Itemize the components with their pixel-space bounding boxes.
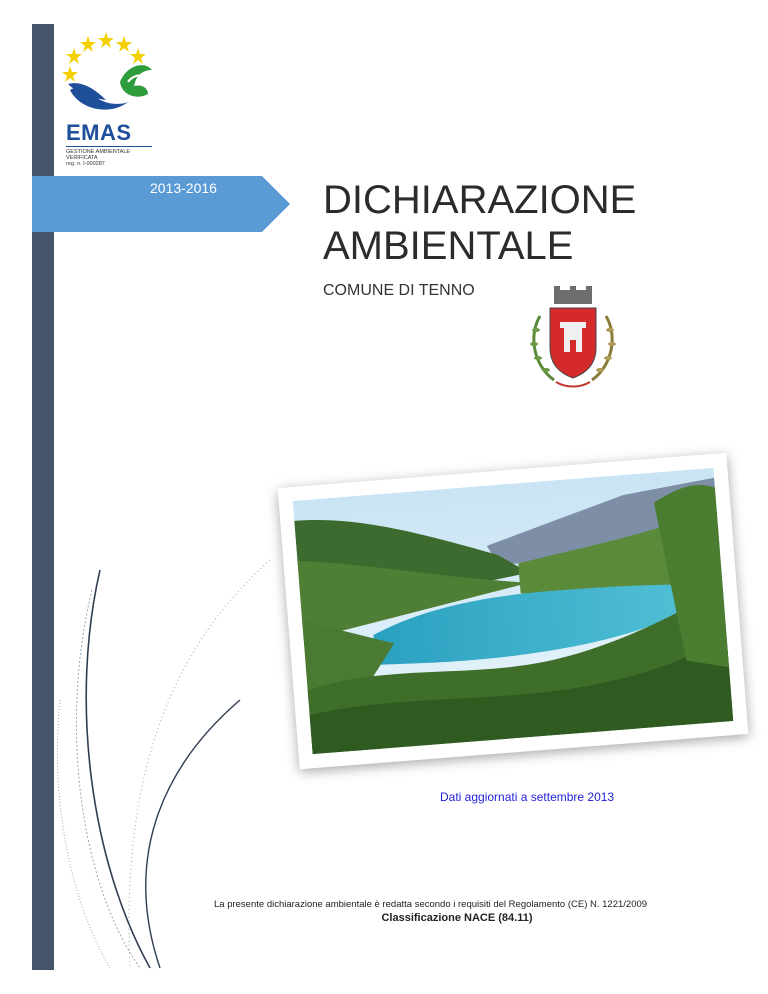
photo-frame	[278, 453, 749, 769]
emas-divider	[66, 146, 152, 147]
regulation-note: La presente dichiarazione ambientale è redatta secondo i requisiti del Regolamento (CE) N. 1221/2009	[214, 899, 648, 910]
title-line-2: AMBIENTALE	[323, 224, 574, 268]
title-line-1: DICHIARAZIONE	[323, 178, 637, 222]
period-label: 2013-2016	[150, 180, 217, 196]
emas-logo	[62, 30, 158, 180]
emas-logo-icon	[62, 30, 158, 120]
nace-classification: Classificazione NACE (84.11)	[381, 912, 533, 924]
emas-wordmark: EMAS	[66, 120, 132, 145]
coat-of-arms-icon	[526, 286, 620, 390]
update-note: Dati aggiornati a settembre 2013	[440, 790, 615, 804]
document-title	[323, 177, 636, 269]
lake-photo	[293, 468, 734, 754]
emas-text-2: VERIFICATA	[66, 155, 98, 161]
sidebar-band	[32, 24, 54, 970]
emas-text-3: reg. n. I-000287	[66, 161, 105, 167]
emas-text-1: GESTIONE AMBIENTALE	[66, 149, 131, 155]
municipality-name: COMUNE DI TENNO	[323, 282, 475, 299]
